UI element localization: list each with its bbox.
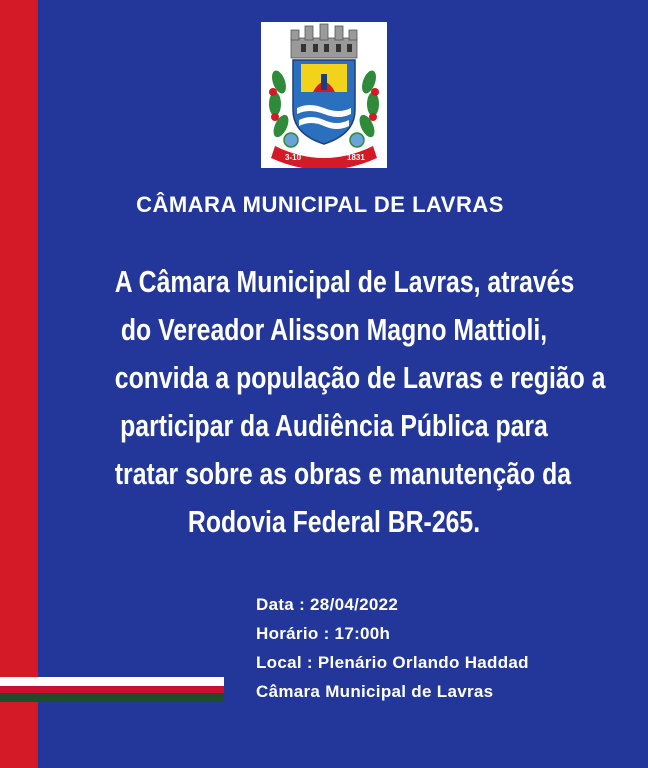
flag-stripes <box>0 677 224 702</box>
left-red-stripe <box>0 0 38 768</box>
crest-banner-center: LAVRAS <box>309 148 346 158</box>
crest-banner-right: 1831 <box>347 153 365 162</box>
announcement-line: convida a população de Lavras e região a <box>114 360 606 395</box>
event-time: Horário : 17:00h <box>256 624 391 643</box>
flag-stripe-white <box>0 677 224 686</box>
flag-stripe-green <box>0 693 224 702</box>
coat-of-arms-icon <box>261 22 387 168</box>
announcement-line: Rodovia Federal BR-265. <box>187 504 481 539</box>
announcement-line: do Vereador Alisson Magno Mattioli, <box>120 312 548 347</box>
event-details <box>256 590 529 706</box>
announcement-text <box>114 258 606 546</box>
announcement-line: tratar sobre as obras e manutenção da <box>114 456 572 491</box>
announcement-line: participar da Audiência Pública para <box>120 408 548 443</box>
event-location: Local : Plenário Orlando Haddad <box>256 653 529 672</box>
organization-title <box>0 192 648 218</box>
coat-of-arms <box>261 22 387 168</box>
event-date: Data : 28/04/2022 <box>256 595 399 614</box>
flag-stripe-red <box>0 686 224 693</box>
event-venue: Câmara Municipal de Lavras <box>256 682 494 701</box>
announcement-line: A Câmara Municipal de Lavras, através <box>114 264 575 299</box>
organization-title-text: CÂMARA MUNICIPAL DE LAVRAS <box>136 192 504 217</box>
crest-banner-left: 3-10 <box>285 153 302 162</box>
